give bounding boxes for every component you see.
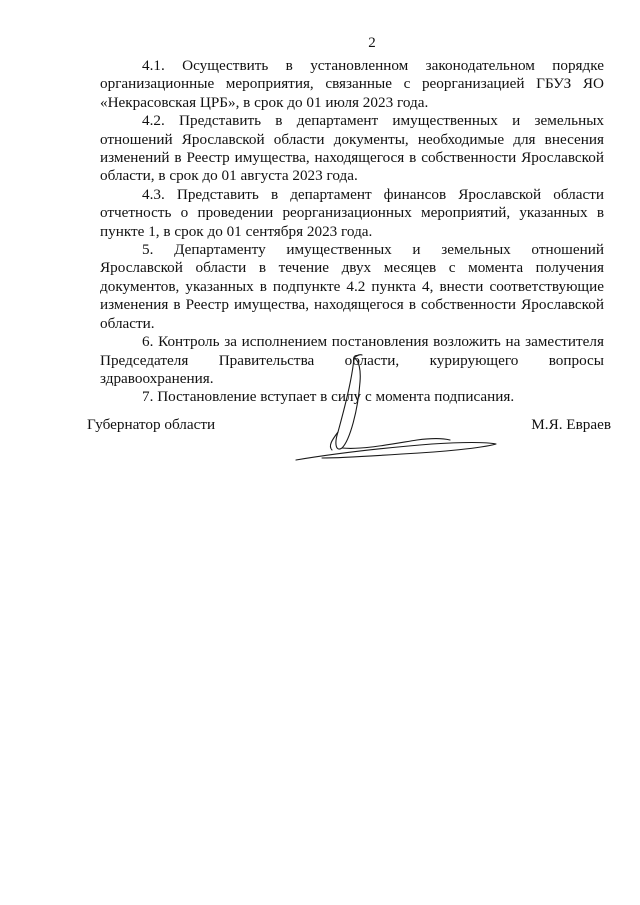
handwritten-signature	[292, 340, 502, 470]
signer-name: М.Я. Евраев	[531, 416, 611, 433]
paragraph-4-2: 4.2. Представить в департамент имущественных и земельных отношений Ярославской области документы, необходимые для внесения изменений в Реестр имущества, находящегося в собственности Ярославской области, в срок до 01 августа 2023 года.	[100, 112, 604, 185]
paragraph-6: 6. Контроль за исполнением постановления возложить на заместителя Председателя Правительства области, курирующего вопросы здравоохранения.	[100, 333, 604, 387]
signer-title: Губернатор области	[87, 416, 216, 433]
paragraph-7: 7. Постановление вступает в силу с момента подписания.	[142, 388, 515, 406]
page-number: 2	[368, 35, 376, 51]
paragraph-4-1: 4.1. Осуществить в установленном законодательном порядке организационные мероприятия, связанные с реорганизацией ГБУЗ ЯО «Некрасовская ЦРБ», в срок до 01 июля 2023 года.	[100, 57, 604, 111]
paragraph-4-3: 4.3. Представить в департамент финансов Ярославской области отчетность о проведении реорганизационных мероприятий, указанных в пункте 1, в срок до 01 сентября 2023 года.	[100, 185, 604, 240]
paragraph-5: 5. Департаменту имущественных и земельных отношений Ярославской области в течение двух месяцев с момента получения документов, указанных в подпункте 4.2 пункта 4, внести соответствующие изменения в Реестр имущества, находящегося в собственности Ярославской области.	[100, 241, 604, 332]
